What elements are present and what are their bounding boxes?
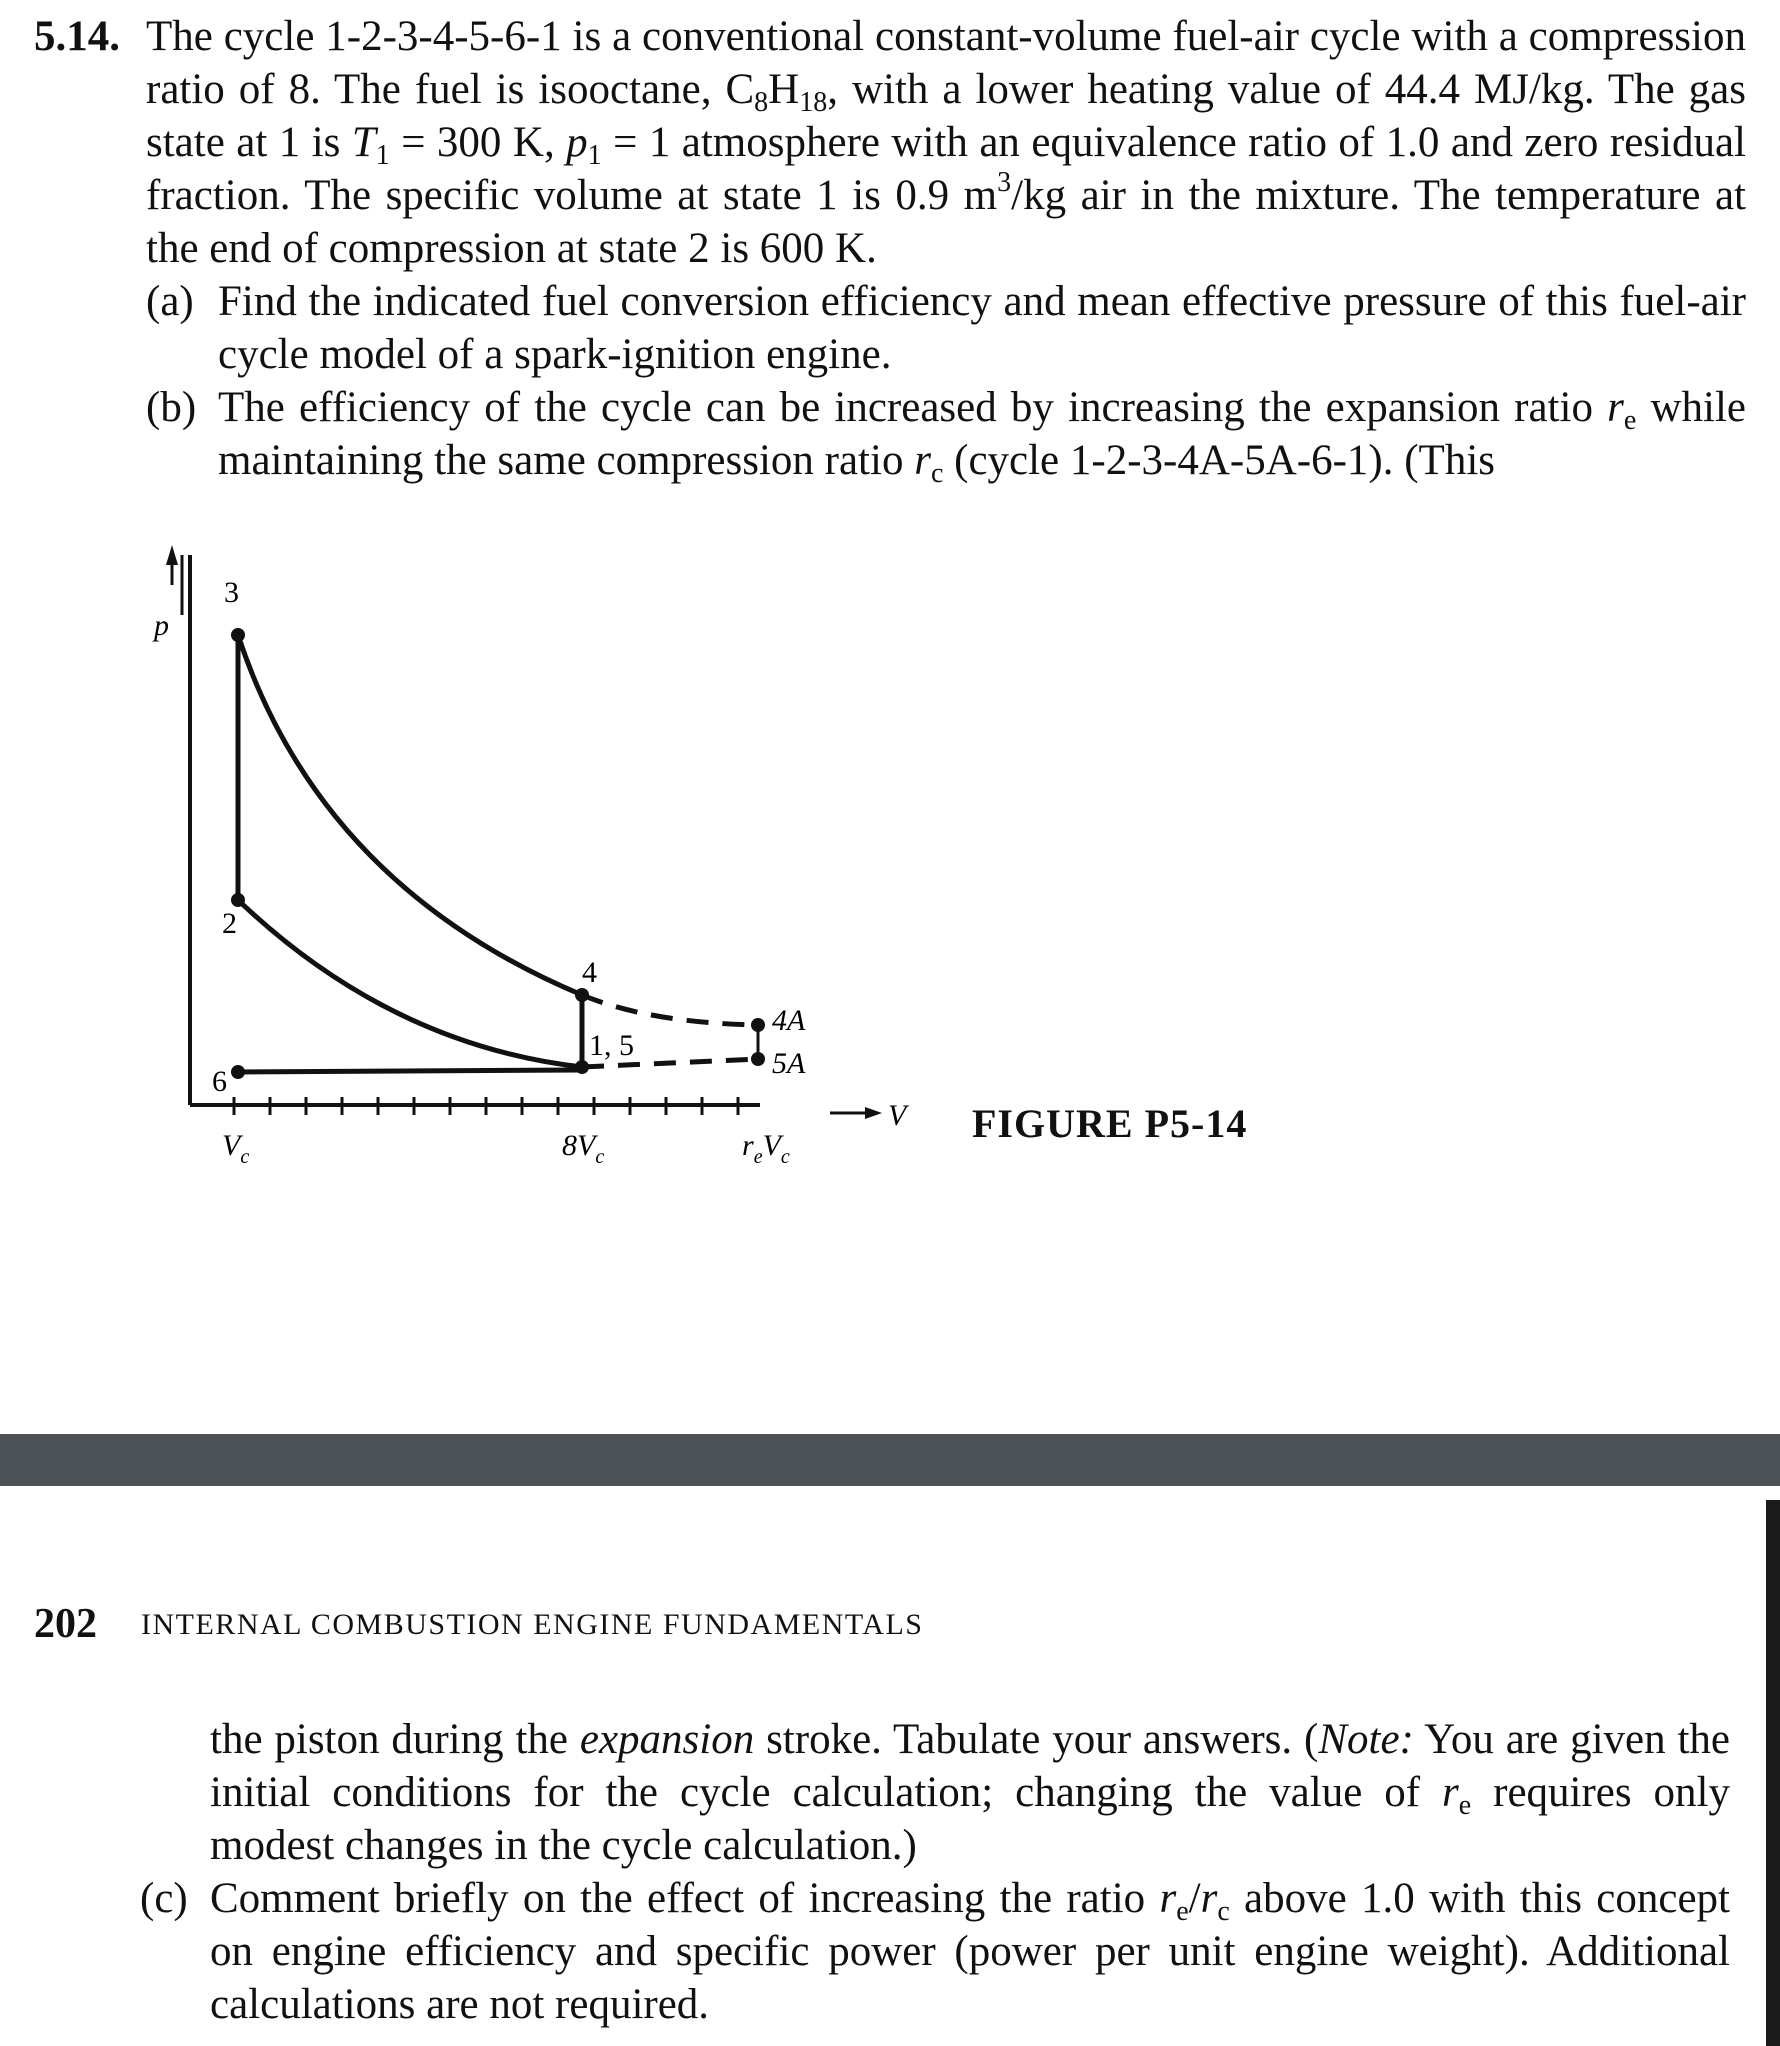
p-axis-arrow bbox=[166, 545, 178, 565]
figure-caption: FIGURE P5-14 bbox=[972, 1101, 1248, 1146]
pv-diagram bbox=[130, 545, 930, 1185]
state-point-5a bbox=[751, 1052, 765, 1066]
label-point-3: 3 bbox=[224, 576, 239, 609]
label-point-2: 2 bbox=[222, 907, 237, 940]
part-b: (b) The efficiency of the cycle can be increased by increasing the expansion ratio $r_e$ while maintaining the same compression ratio $r_c$ (cycle 1-2-3-4A-5A-6-1). (This bbox=[146, 381, 1746, 487]
process-4-4a-extended bbox=[582, 995, 758, 1025]
v-axis-label: V bbox=[888, 1099, 907, 1132]
state-point-4 bbox=[575, 988, 589, 1002]
label-point-1-5: 1, 5 bbox=[589, 1029, 634, 1062]
v-axis-arrow bbox=[865, 1107, 882, 1119]
p-axis-label: p bbox=[154, 609, 169, 642]
part-a-label: (a) bbox=[146, 278, 194, 325]
problem-number: 5.14. bbox=[34, 13, 120, 60]
state-point-3 bbox=[231, 628, 245, 642]
problem-statement: The cycle 1-2-3-4-5-6-1 is a conventional constant-volume fuel-air cycle with a compression ratio of 8. The fuel is isooctane, $C_8H_{18}$, with a lower heating value of 44.4 MJ/kg. The gas state at 1 is $T_1 = 300$ K, $p_1 = 1$ atmosphere with an equivalence ratio of 1.0 and zero residual fraction. The specific volume at state 1 is 0.9 $m^3/kg$ air in the mixture. The temperature at the end of compression at state 2 is 600 K. bbox=[146, 13, 1747, 272]
process-1-2-compression bbox=[238, 900, 582, 1067]
state-point-1-5 bbox=[575, 1060, 589, 1074]
part-a-text: Find the indicated fuel conversion efficiency and mean effective pressure of this fuel-air cycle model of a spark-ignition engine. bbox=[218, 278, 1746, 378]
running-head bbox=[34, 1600, 923, 1648]
running-head-title: INTERNAL COMBUSTION ENGINE FUNDAMENTALS bbox=[141, 1608, 924, 1641]
state-point-2 bbox=[231, 893, 245, 907]
tick-label-re-vc: $r_eV_c$ bbox=[742, 1129, 790, 1168]
label-point-4a: 4A bbox=[772, 1004, 806, 1037]
process-3-4-expansion bbox=[238, 635, 582, 995]
label-point-4: 4 bbox=[582, 956, 597, 989]
part-b-label: (b) bbox=[146, 384, 197, 431]
part-c-label: (c) bbox=[140, 1875, 188, 1922]
book-binding-edge bbox=[1766, 1500, 1780, 2046]
continuation-text bbox=[140, 1713, 1730, 2031]
part-b-continuation: the piston during the expansion stroke. Tabulate your answers. (Note: You are given the initial conditions for the cycle calculation; changing the value of $r_e$ requires only modest changes in the cycle calculation.) bbox=[210, 1716, 1731, 1869]
process-6-1 bbox=[238, 1070, 582, 1072]
label-point-5a: 5A bbox=[772, 1047, 806, 1080]
page-divider bbox=[0, 1434, 1780, 1486]
part-c: (c) Comment briefly on the effect of increasing the ratio $r_e/r_c$ above 1.0 with this concept on engine efficiency and specific power (power per unit engine weight). Additional calculations are not required. bbox=[140, 1872, 1730, 2031]
state-point-6 bbox=[231, 1065, 245, 1079]
tick-label-vc: $V_c$ bbox=[222, 1129, 250, 1168]
label-point-6: 6 bbox=[212, 1065, 227, 1098]
part-a bbox=[146, 275, 1746, 381]
page-number: 202 bbox=[34, 1601, 97, 1647]
problem-5-14 bbox=[34, 10, 1746, 487]
state-point-4a bbox=[751, 1018, 765, 1032]
tick-label-8vc: $8V_c$ bbox=[562, 1129, 605, 1168]
